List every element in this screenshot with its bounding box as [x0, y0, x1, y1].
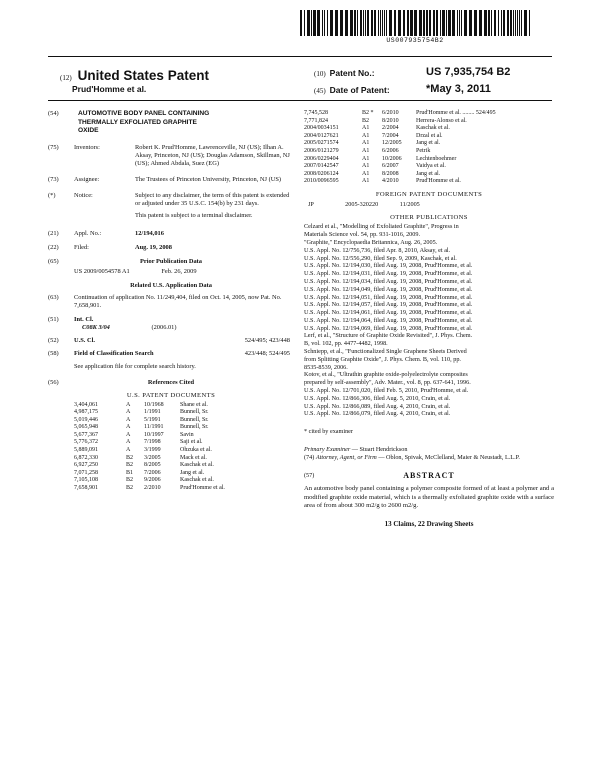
- barcode-bar: [491, 10, 492, 36]
- code-10: (10): [314, 70, 326, 78]
- barcode-bar: [389, 10, 392, 36]
- ref-name: Saji et al.: [180, 439, 203, 446]
- ref-kind: B2: [126, 485, 134, 492]
- publication-line: B, vol. 102, pp. 4477-4482, 1998.: [304, 340, 388, 348]
- foreign-row: [308, 201, 554, 209]
- barcode-bar: [464, 10, 467, 36]
- barcode-bar: [469, 10, 472, 36]
- publication-line: U.S. Appl. No. 12/194,030, filed Aug. 19, 2008, Prud'Homme, et al.: [304, 262, 473, 270]
- barcode-bar: [517, 10, 518, 36]
- ref-date: 10/1997: [144, 431, 164, 438]
- reference-row: [74, 424, 270, 432]
- ref-name: Petrik: [416, 147, 431, 154]
- uscl-label: U.S. Cl.: [74, 336, 95, 344]
- barcode-bar: [324, 10, 325, 36]
- barcode-bar: [378, 10, 379, 36]
- code-74: (74): [304, 453, 315, 461]
- ref-kind: A1: [362, 170, 370, 177]
- publication-line: Materials Science vol. 54, pp. 931-1016, 2009.: [304, 231, 420, 239]
- code-56: (56): [48, 378, 59, 386]
- barcode-bar: [345, 10, 348, 36]
- foreign-country: JP: [308, 200, 314, 208]
- code-57: (57): [304, 471, 315, 479]
- ref-no: 6,927,250: [74, 462, 98, 469]
- ref-date: 2/2010: [144, 485, 161, 492]
- publication-line: "Graphite," Encyclopaedia Britannica, Aug. 26, 2005.: [304, 238, 438, 246]
- title-line: OXIDE: [78, 127, 99, 134]
- ref-name: Herrera-Alonso et al.: [416, 117, 467, 124]
- barcode-bar: [403, 10, 405, 36]
- reference-row: [304, 178, 546, 186]
- publication-line: U.S. Appl. No. 12/866,089, filed Aug. 4, 2010, Crain, et al.: [304, 402, 451, 410]
- ref-date: 7/2006: [144, 469, 161, 476]
- barcode-bar: [363, 10, 364, 36]
- foreign-number: 2005-320220: [345, 200, 379, 208]
- barcode-bar: [452, 10, 455, 36]
- ref-no: 3,404,061: [74, 401, 98, 408]
- reference-row: [74, 402, 270, 410]
- ref-kind: A1: [362, 132, 370, 139]
- code-21: (21): [48, 229, 59, 237]
- code-75: (75): [48, 143, 59, 151]
- appl-field: [48, 230, 294, 238]
- publication-line: U.S. Appl. No. 12/194,069, filed Aug. 19, 2008, Prud'Homme, et al.: [304, 324, 473, 332]
- reference-row: [304, 110, 546, 118]
- uscl-field: [48, 337, 294, 345]
- field-value: 423/448; 524/495: [244, 349, 290, 357]
- right-refs-table: [304, 110, 546, 186]
- field-label: Field of Classification Search: [74, 349, 154, 357]
- ref-no: 2004/0127621: [304, 132, 339, 139]
- code-54: (54): [48, 110, 59, 117]
- foreign-date: 11/2005: [399, 200, 420, 208]
- appl-label: Appl. No.:: [74, 229, 102, 237]
- field-search: [48, 350, 294, 358]
- ref-name: Shane et al.: [180, 401, 208, 408]
- us-patent-heading: U.S. PATENT DOCUMENTS: [126, 391, 216, 399]
- barcode-bar: [494, 10, 496, 36]
- ref-no: 7,771,824: [304, 117, 328, 124]
- reference-row: [74, 455, 270, 463]
- left-column: [48, 110, 294, 493]
- reference-row: [304, 163, 546, 171]
- ref-date: 6/2006: [382, 147, 399, 154]
- cited-by-examiner: * cited by examiner: [304, 428, 353, 436]
- see-application: See application file for complete search history.: [74, 362, 196, 370]
- ref-kind: A: [126, 401, 131, 408]
- ref-date: 10/1968: [144, 401, 164, 408]
- reference-row: [304, 125, 546, 133]
- publication-line: Celzard et al., "Modelling of Exfoliated Graphite", Progress in: [304, 223, 459, 231]
- barcode-bar: [510, 10, 512, 36]
- prior-pub-number: US 2009/0054578 A1: [74, 267, 130, 275]
- reference-row: [304, 171, 546, 179]
- inventors-label: Inventors:: [74, 143, 100, 151]
- ref-kind: B2: [126, 477, 134, 484]
- barcode-bar: [521, 10, 522, 36]
- ref-kind: A1: [362, 163, 370, 170]
- prior-pub-row: [74, 268, 294, 276]
- ref-no: 5,889,091: [74, 447, 98, 454]
- ref-name: Savin: [180, 431, 194, 438]
- reference-row: [304, 156, 546, 164]
- barcode: [300, 10, 530, 36]
- ref-kind: A: [126, 424, 131, 431]
- barcode-bar: [529, 10, 530, 36]
- publication-line: U.S. Appl. No. 12/756,736, filed Apr. 8, 2010, Aksay, et al.: [304, 246, 451, 254]
- reference-row: [304, 148, 546, 156]
- barcode-bar: [360, 10, 362, 36]
- prior-pub-heading: Prior Publication Data: [139, 257, 202, 265]
- barcode-bar: [374, 10, 376, 36]
- publication-line: U.S. Appl. No. 12/866,306, filed Aug. 5, 2010, Crain, et al.: [304, 394, 451, 402]
- code-12: (12): [60, 74, 72, 82]
- ref-kind: B2 *: [362, 110, 374, 116]
- ref-date: 7/2004: [382, 132, 399, 139]
- header-rule: [48, 56, 552, 57]
- publication-line: U.S. Appl. No. 12/556,290, filed Sep. 9, 2009, Kaschak, et al.: [304, 254, 457, 262]
- barcode-bar: [304, 10, 305, 36]
- publication-line: U.S. Appl. No. 12/194,057, filed Aug. 19, 2008, Prud'Homme, et al.: [304, 301, 473, 309]
- ref-kind: A: [126, 416, 131, 423]
- attorney-label: Attorney, Agent, or Firm: [315, 453, 377, 461]
- notice-label: Notice:: [74, 191, 93, 199]
- code-52: (52): [48, 336, 59, 344]
- barcode-bar: [307, 10, 310, 36]
- barcode-bar: [426, 10, 428, 36]
- code-51: (51): [48, 315, 59, 323]
- reference-row: [304, 133, 546, 141]
- examiner-row: Primary Examiner — Stuart Hendrickson: [304, 446, 408, 454]
- ref-date: 4/2010: [382, 178, 399, 185]
- ref-kind: A1: [362, 155, 370, 162]
- ref-date: 2/2004: [382, 125, 399, 132]
- ref-no: 6,872,330: [74, 454, 98, 461]
- ref-name: Kaschak et al.: [180, 462, 214, 469]
- references-field: [48, 379, 294, 387]
- examiner-label: Primary Examiner: [304, 446, 351, 454]
- code-63: (63): [48, 293, 59, 301]
- barcode-bar: [410, 10, 413, 36]
- barcode-bar: [484, 10, 487, 36]
- ref-kind: A: [126, 431, 131, 438]
- barcode-bar: [317, 10, 320, 36]
- ref-name: Prud'Homme et al.: [180, 485, 225, 492]
- publication-line: 8535-8539, 2006.: [304, 363, 348, 371]
- barcode-bar: [384, 10, 385, 36]
- appl-number: 12/194,016: [135, 229, 164, 237]
- barcode-bar: [461, 10, 462, 36]
- ref-name: Prud'Homme et al.: [416, 178, 461, 185]
- barcode-bar: [507, 10, 509, 36]
- other-pubs-heading: OTHER PUBLICATIONS: [390, 213, 468, 221]
- publication-line: Lerf, et al., "Structure of Graphite Oxide Revisited", J. Phys. Chem.: [304, 332, 473, 340]
- barcode-bar: [488, 10, 490, 36]
- reference-row: [74, 409, 270, 417]
- barcode-bar: [501, 10, 502, 36]
- code-73: (73): [48, 175, 59, 183]
- ref-name: Bunnell, Sr.: [180, 416, 209, 423]
- barcode-bar: [513, 10, 514, 36]
- ref-date: 3/1999: [144, 447, 161, 454]
- publication-line: U.S. Appl. No. 12/701,020, filed Feb. 5, 2010, Prud'Homme, et al.: [304, 387, 469, 395]
- barcode-bar: [380, 10, 381, 36]
- title-line: THERMALLY EXFOLIATED GRAPHITE: [78, 118, 197, 126]
- ref-name: Bunnell, Sr.: [180, 424, 209, 431]
- barcode-bar: [448, 10, 451, 36]
- ref-date: 10/2006: [382, 155, 402, 162]
- barcode-bar: [436, 10, 438, 36]
- examiner-name: Stuart Hendrickson: [359, 446, 408, 454]
- ref-date: 8/2010: [382, 117, 399, 124]
- barcode-bar: [365, 10, 366, 36]
- barcode-bar: [419, 10, 422, 36]
- ref-date: 1/1991: [144, 409, 161, 416]
- assignee-text: The Trustees of Princeton University, Princeton, NJ (US): [135, 175, 282, 183]
- ref-kind: A: [126, 439, 131, 446]
- barcode-bar: [474, 10, 477, 36]
- inventors-field: [48, 144, 294, 168]
- ref-name: Kaschak et al.: [180, 477, 214, 484]
- barcode-bar: [423, 10, 425, 36]
- barcode-bar: [459, 10, 460, 36]
- barcode-bar: [433, 10, 435, 36]
- other-pubs-list: [304, 223, 554, 418]
- publication-line: prepared by self-assembly", Adv. Mater., vol. 8, pp. 637-641, 1996.: [304, 379, 471, 387]
- header-rule-bottom: [48, 100, 552, 101]
- ref-kind: B1: [126, 469, 134, 476]
- invention-title: [78, 110, 294, 136]
- barcode-bar: [429, 10, 431, 36]
- ref-no: 7,658,901: [74, 485, 98, 492]
- ref-name: Lechtenboehmer: [416, 155, 457, 162]
- ref-date: 8/2008: [382, 170, 399, 177]
- barcode-bar: [386, 10, 387, 36]
- barcode-bar: [354, 10, 356, 36]
- barcode-bar: [457, 10, 458, 36]
- code-22: (22): [48, 243, 59, 251]
- patent-no-label: Patent No.:: [329, 68, 375, 78]
- patent-date: *May 3, 2011: [426, 83, 491, 95]
- ref-no: 2004/0034151: [304, 125, 339, 132]
- publication-line: U.S. Appl. No. 12/194,049, filed Aug. 19, 2008, Prud'Homme, et al.: [304, 285, 473, 293]
- reference-row: [74, 462, 270, 470]
- filed-date: Aug. 19, 2008: [135, 243, 172, 251]
- barcode-bar: [371, 10, 373, 36]
- publication-line: Kotov, et al., "Ultrathin graphite oxide-polyelectrolyte composites: [304, 371, 468, 379]
- ref-date: 11/1991: [144, 424, 164, 431]
- barcode-bar: [503, 10, 505, 36]
- ref-no: 7,105,108: [74, 477, 98, 484]
- barcode-bar: [524, 10, 527, 36]
- intcl-class: C08K 3/04: [82, 323, 110, 331]
- ref-kind: A1: [362, 125, 370, 132]
- related-heading: Related U.S. Application Data: [130, 281, 212, 289]
- foreign-heading: FOREIGN PATENT DOCUMENTS: [375, 190, 483, 198]
- ref-no: 2006/0121279: [304, 147, 339, 154]
- barcode-bar: [414, 10, 417, 36]
- ref-date: 6/2010: [382, 110, 399, 116]
- attorney-row: (74) Attorney, Agent, or Firm — Oblon, Spivak, McClelland, Maier & Neustadt, L.L.P.: [304, 453, 520, 461]
- date-row: [314, 83, 491, 95]
- ref-no: 2005/0271574: [304, 140, 339, 147]
- ref-kind: B2: [126, 462, 134, 469]
- notice-text: Subject to any disclaimer, the term of this patent is extended or adjusted under 35 U.S.C. 154(b) by 231 days.: [135, 191, 290, 207]
- ref-no: 4,987,175: [74, 409, 98, 416]
- publication-line: U.S. Appl. No. 12/866,079, filed Aug. 4, 2010, Crain, et al.: [304, 410, 451, 418]
- ref-kind: A1: [362, 147, 370, 154]
- reference-row: [74, 485, 270, 493]
- barcode-bar: [335, 10, 338, 36]
- ref-date: 7/1998: [144, 439, 161, 446]
- barcode-bar: [367, 10, 369, 36]
- ref-date: 12/2005: [382, 140, 402, 147]
- claims-drawings: 13 Claims, 22 Drawing Sheets: [384, 519, 474, 528]
- patent-type-title: [60, 68, 209, 83]
- ref-kind: B2: [126, 454, 134, 461]
- ref-name: Vaidya et al.: [416, 163, 446, 170]
- publication-line: U.S. Appl. No. 12/194,064, filed Aug. 19, 2008, Prud'Homme, et al.: [304, 316, 473, 324]
- ref-name: Mack et al.: [180, 454, 207, 461]
- barcode-bar: [357, 10, 358, 36]
- terminal-disclaimer: This patent is subject to a terminal disclaimer.: [135, 211, 253, 219]
- title-field: [48, 110, 294, 136]
- inventor-short: Prud'Homme et al.: [72, 84, 147, 94]
- barcode-bar: [350, 10, 353, 36]
- filed-field: [48, 244, 294, 252]
- reference-row: [74, 417, 270, 425]
- assignee-field: [48, 176, 294, 184]
- prior-pub-field: [48, 258, 294, 276]
- ref-no: 2010/0096595: [304, 178, 339, 185]
- code-notice: (*): [48, 191, 56, 199]
- ref-no: 2006/0229404: [304, 155, 339, 162]
- publication-line: U.S. Appl. No. 12/194,034, filed Aug. 19, 2008, Prud'Homme, et al.: [304, 277, 473, 285]
- ref-name: Ohzuka et al.: [180, 447, 212, 454]
- barcode-bar: [300, 10, 302, 36]
- inventors-text: Robert K. Prud'Homme, Lawrenceville, NJ (US); Ilhan A. Aksay, Princeton, NJ (US); Douglas Adamson, Skillman, NJ (US); Ahmed Abdala, Suez (EG): [135, 143, 290, 167]
- barcode-bar: [498, 10, 499, 36]
- abstract-header: [304, 472, 554, 480]
- ref-no: 5,065,948: [74, 424, 98, 431]
- barcode-bar: [398, 10, 401, 36]
- publication-line: U.S. Appl. No. 12/194,061, filed Aug. 19, 2008, Prud'Homme, et al.: [304, 309, 473, 317]
- abstract-text: An automotive body panel containing a polymer composite formed of at least a polymer and a modified graphite oxide material, which is a thermally exfoliated graphite oxide with a surface area of from about 300 m2/g to 2600 m2/g.: [304, 485, 554, 510]
- barcode-bar: [479, 10, 482, 36]
- barcode-bar: [382, 10, 383, 36]
- ref-no: 7,745,528: [304, 110, 328, 116]
- barcode-bar: [394, 10, 396, 36]
- notice-field: [48, 192, 294, 220]
- barcode-bar: [313, 10, 316, 36]
- ref-kind: A1: [362, 140, 370, 147]
- title-line: AUTOMOTIVE BODY PANEL CONTAINING: [78, 110, 210, 117]
- code-58: (58): [48, 349, 59, 357]
- ref-name: Jang et al.: [180, 469, 205, 476]
- left-refs-table: [74, 402, 270, 493]
- right-column: [304, 110, 554, 528]
- code-65: (65): [48, 257, 59, 265]
- prior-pub-date: Feb. 26, 2009: [161, 267, 197, 275]
- barcode-number: US007935754B2: [386, 37, 444, 44]
- reference-row: [304, 140, 546, 148]
- ref-no: 2007/0142547: [304, 163, 339, 170]
- reference-row: [74, 470, 270, 478]
- reference-row: [74, 439, 270, 447]
- barcode-bar: [327, 10, 328, 36]
- intcl-field: [48, 316, 294, 332]
- ref-no: 5,776,372: [74, 439, 98, 446]
- reference-row: [74, 432, 270, 440]
- barcode-bar: [322, 10, 323, 36]
- ref-date: 5/1991: [144, 416, 161, 423]
- intcl-label: Int. Cl.: [74, 315, 94, 323]
- ref-no: 5,677,367: [74, 431, 98, 438]
- ref-name: Drzal et al.: [416, 132, 443, 139]
- ref-name: Bunnell, Sr.: [180, 409, 209, 416]
- filed-label: Filed:: [74, 243, 89, 251]
- intcl-year: (2006.01): [151, 323, 177, 331]
- country-type: United States Patent: [77, 68, 209, 83]
- patent-number: US 7,935,754 B2: [426, 66, 511, 78]
- ref-date: 6/2007: [382, 163, 399, 170]
- related-text: Continuation of application No. 11/249,404, filed on Oct. 14, 2005, now Pat. No. 7,658,901.: [74, 293, 282, 309]
- reference-row: [74, 447, 270, 455]
- related-field: [48, 294, 294, 310]
- ref-date: 8/2005: [144, 462, 161, 469]
- barcode-bar: [330, 10, 333, 36]
- barcode-bar: [311, 10, 312, 36]
- barcode-bar: [407, 10, 409, 36]
- ref-date: 9/2006: [144, 477, 161, 484]
- ref-name: Jang et al.: [416, 170, 441, 177]
- ref-name: Kaschak et al.: [416, 125, 450, 132]
- references-heading: References Cited: [147, 378, 195, 386]
- abstract-title: ABSTRACT: [403, 470, 455, 480]
- ref-name: Jang et al.: [416, 140, 441, 147]
- ref-kind: A1: [362, 178, 370, 185]
- date-label: Date of Patent:: [329, 85, 390, 95]
- publication-line: Schniepp, et al., "Functionalized Single Graphene Sheets Derived: [304, 348, 467, 356]
- uscl-value: 524/495; 423/448: [244, 336, 290, 344]
- patent-number-row: [314, 66, 511, 78]
- code-45: (45): [314, 87, 326, 95]
- barcode-bar: [515, 10, 516, 36]
- reference-row: [74, 477, 270, 485]
- ref-no: 7,071,258: [74, 469, 98, 476]
- barcode-bar: [519, 10, 520, 36]
- ref-date: 3/2005: [144, 454, 161, 461]
- publication-line: U.S. Appl. No. 12/194,031, filed Aug. 19, 2008, Prud'Homme, et al.: [304, 270, 473, 278]
- ref-no: 5,019,446: [74, 416, 98, 423]
- barcode-bar: [446, 10, 447, 36]
- assignee-label: Assignee:: [74, 175, 100, 183]
- ref-kind: A: [126, 447, 131, 454]
- ref-no: 2008/0206124: [304, 170, 339, 177]
- reference-row: [304, 118, 546, 126]
- ref-name: Prud'Homme et al. ........ 524/495: [416, 110, 496, 116]
- attorney-name: Oblon, Spivak, McClelland, Maier & Neustadt, L.L.P.: [386, 453, 520, 461]
- barcode-bar: [440, 10, 441, 36]
- ref-kind: B2: [362, 117, 370, 124]
- ref-kind: A: [126, 409, 131, 416]
- publication-line: from Splitting Graphite Oxide", J. Phys. Chem. B, vol. 110, pp.: [304, 355, 461, 363]
- barcode-bar: [340, 10, 343, 36]
- publication-line: U.S. Appl. No. 12/194,051, filed Aug. 19, 2008, Prud'Homme, et al.: [304, 293, 473, 301]
- barcode-bar: [442, 10, 445, 36]
